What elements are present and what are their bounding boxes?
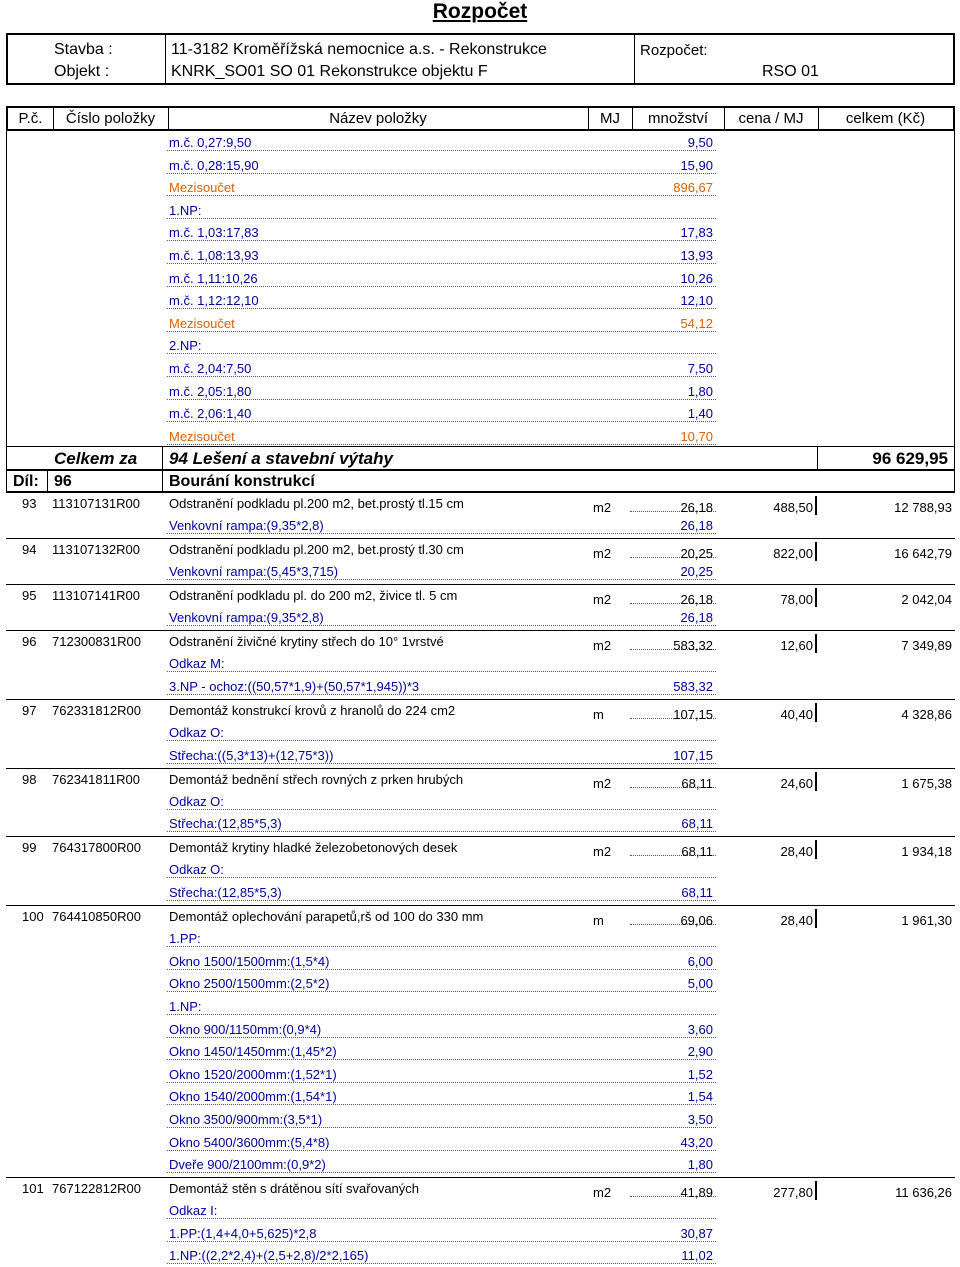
- item-name: Demontáž oplechování parapetů,rš od 100 do 330 mm: [169, 909, 484, 925]
- item-qty: 26,18: [680, 500, 713, 515]
- item-qty: 68,11: [681, 844, 713, 860]
- col-cena: cena / MJ: [738, 110, 804, 127]
- item-row: [0, 539, 960, 561]
- subrow-text: Okno 1500/1500mm:(1,5*4): [169, 953, 330, 969]
- objekt-value: KNRK_SO01 SO 01 Rekonstrukce objektu F: [171, 63, 488, 80]
- item-mj: m2: [593, 638, 612, 654]
- subrow-value: 15,90: [680, 157, 713, 173]
- item-cena: 277,80: [773, 1185, 813, 1201]
- subrow: [0, 973, 960, 995]
- col-mj: MJ: [600, 110, 620, 127]
- col-total: celkem (Kč): [845, 110, 926, 127]
- subrow: [0, 1019, 960, 1041]
- item-pc: 98: [22, 771, 37, 787]
- dotted-leader: [167, 740, 716, 741]
- subrow-text: 1.NP:: [169, 202, 202, 218]
- item-row: [0, 837, 960, 859]
- item-pc: 99: [22, 840, 37, 856]
- subrow: [0, 381, 960, 403]
- dil-label: Díl:: [13, 473, 39, 490]
- item-cena: 28,40: [780, 844, 813, 860]
- item-row: [0, 493, 960, 515]
- subrow-text: Mezisoučet: [169, 315, 235, 331]
- item-pc: 97: [22, 703, 37, 718]
- price-divider: [815, 909, 817, 928]
- item-cena: 822,00: [773, 546, 813, 562]
- subrow-value: 68,11: [681, 816, 713, 832]
- price-divider: [815, 542, 817, 561]
- item-total: 1 934,18: [901, 844, 952, 860]
- item-qty: 41,89: [680, 1185, 713, 1201]
- item-code: 762341811R00: [52, 771, 140, 787]
- subrow-text: Odkaz O:: [169, 725, 224, 740]
- item-total: 11 636,26: [895, 1185, 952, 1201]
- subrow-value: 6,00: [687, 953, 713, 969]
- rozpocet-value: RSO 01: [762, 63, 819, 80]
- summary-total: 96 629,95: [872, 449, 948, 468]
- subrow-text: Okno 3500/900mm:(3,5*1): [169, 1111, 323, 1127]
- stavba-label: Stavba :: [54, 41, 113, 58]
- document-header: [6, 33, 955, 85]
- subrow-text: 1.PP:: [169, 931, 201, 947]
- dotted-leader: [167, 809, 716, 810]
- item-row: [0, 906, 960, 928]
- subrow: [0, 313, 960, 335]
- item-mj: m2: [593, 775, 612, 791]
- item-mj: m2: [593, 500, 612, 515]
- dotted-leader: [167, 671, 716, 672]
- subrow-text: Střecha:(12,85*5,3): [169, 816, 282, 832]
- subrow-value: 3,60: [687, 1021, 713, 1037]
- item-code: 764317800R00: [52, 840, 141, 856]
- subrow: [0, 722, 960, 744]
- subrow-value: 1,52: [687, 1066, 713, 1082]
- subrow: [0, 290, 960, 312]
- item-mj: m2: [593, 1185, 612, 1201]
- subrow: [0, 882, 960, 904]
- item-total: 4 328,86: [901, 707, 952, 722]
- price-divider: [815, 1181, 817, 1200]
- item-cena: 12,60: [780, 638, 813, 654]
- col-name: Název položky: [329, 110, 427, 127]
- column-header-row: [6, 106, 955, 131]
- subrow-text: 2.NP:: [169, 338, 202, 354]
- subrow: [0, 951, 960, 973]
- item-mj: m2: [593, 592, 612, 608]
- price-divider: [815, 634, 817, 653]
- subrow-text: Odkaz O:: [169, 793, 224, 809]
- item-name: Demontáž konstrukcí krovů z hranolů do 224 cm2: [169, 703, 456, 718]
- subrow-text: m.č. 0,27:9,50: [169, 135, 252, 150]
- subrow-text: Okno 1540/2000mm:(1,54*1): [169, 1089, 337, 1105]
- dotted-leader: [167, 353, 716, 354]
- subrow: [0, 561, 960, 583]
- subrow: [0, 1064, 960, 1086]
- subrow: [0, 177, 960, 199]
- item-pc: 95: [22, 588, 37, 604]
- subrow: [0, 859, 960, 881]
- subrow-value: 26,18: [680, 518, 713, 533]
- subrow: [0, 515, 960, 537]
- price-divider: [815, 772, 817, 791]
- subrow: [0, 1223, 960, 1245]
- subrow: [0, 1154, 960, 1176]
- subrow-text: Mezisoučet: [169, 180, 235, 196]
- subrow-text: Okno 5400/3600mm:(5,4*8): [169, 1134, 330, 1150]
- subrow-value: 1,80: [687, 383, 713, 399]
- subrow-text: Střecha:((5,3*13)+(12,75*3)): [169, 747, 334, 763]
- subrow-value: 896,67: [673, 180, 713, 196]
- item-row: [0, 585, 960, 607]
- item-qty: 107,15: [673, 707, 713, 722]
- subrow-text: Okno 2500/1500mm:(2,5*2): [169, 976, 330, 992]
- stavba-value: 11-3182 Kroměřížská nemocnice a.s. - Rekonstrukce: [171, 41, 547, 58]
- item-qty: 69,06: [680, 913, 713, 929]
- subrow: [0, 1086, 960, 1108]
- subrow-text: Venkovní rampa:(5,45*3,715): [169, 564, 339, 580]
- subrow-value: 1,80: [687, 1157, 713, 1173]
- item-total: 16 642,79: [894, 546, 952, 562]
- subrow-text: m.č. 1,11:10,26: [169, 270, 258, 286]
- subrow-text: m.č. 1,12:12,10: [169, 293, 259, 309]
- summary-label: Celkem za: [54, 449, 138, 468]
- item-code: 767122812R00: [52, 1181, 141, 1197]
- item-pc: 100: [22, 909, 44, 925]
- item-pc: 101: [22, 1181, 44, 1197]
- item-name: Odstranění podkladu pl.200 m2, bet.prostý tl.15 cm: [169, 496, 464, 511]
- subrow-value: 3,50: [687, 1111, 713, 1127]
- subrow: [0, 745, 960, 767]
- subrow-value: 2,90: [687, 1044, 713, 1060]
- price-divider: [815, 588, 817, 607]
- subrow: [0, 200, 960, 222]
- subrow-text: Mezisoučet: [169, 428, 235, 444]
- item-qty: 583,32: [673, 638, 713, 654]
- item-total: 2 042,04: [901, 592, 952, 608]
- item-code: 113107131R00: [52, 496, 140, 511]
- dil-number: 96: [54, 473, 72, 490]
- item-pc: 94: [22, 542, 37, 558]
- col-pc: P.č.: [18, 110, 43, 127]
- dotted-leader: [167, 1014, 716, 1015]
- subrow-value: 107,15: [673, 747, 713, 763]
- item-name: Odstranění podkladu pl. do 200 m2, živice tl. 5 cm: [169, 588, 458, 604]
- subrow-text: 1.NP:: [169, 998, 202, 1014]
- item-code: 764410850R00: [52, 909, 141, 925]
- item-name: Odstranění podkladu pl.200 m2, bet.prostý tl.30 cm: [169, 542, 464, 558]
- subrow-value: 7,50: [687, 361, 713, 376]
- item-cena: 78,00: [780, 592, 813, 608]
- item-cena: 40,40: [780, 707, 813, 722]
- subrow-value: 20,25: [680, 564, 713, 580]
- subrow: [0, 426, 960, 448]
- subrow: [0, 1245, 960, 1267]
- subrow-text: Okno 900/1150mm:(0,9*4): [169, 1021, 322, 1037]
- subrow-value: 11,02: [681, 1248, 713, 1264]
- subrow: [0, 335, 960, 357]
- subrow-value: 10,70: [680, 428, 713, 444]
- objekt-label: Objekt :: [54, 63, 110, 80]
- subrow: [0, 1041, 960, 1063]
- subrow-value: 43,20: [680, 1134, 713, 1150]
- subrow: [0, 358, 960, 380]
- item-qty: 26,18: [680, 592, 713, 608]
- subrow-text: Okno 1520/2000mm:(1,52*1): [169, 1066, 337, 1082]
- item-total: 7 349,89: [901, 638, 952, 654]
- subrow-text: 1.PP:(1,4+4,0+5,625)*2,8: [169, 1225, 317, 1241]
- subrow-value: 68,11: [681, 885, 713, 900]
- summary-row: [6, 446, 955, 470]
- subrow-text: m.č. 2,05:1,80: [169, 383, 252, 399]
- subrow-value: 54,12: [680, 315, 713, 331]
- col-code: Číslo položky: [65, 110, 156, 127]
- subrow-value: 13,93: [680, 248, 713, 263]
- price-divider: [815, 703, 817, 722]
- item-row: [0, 700, 960, 722]
- subrow: [0, 1200, 960, 1222]
- subrow: [0, 222, 960, 244]
- subrow: [0, 155, 960, 177]
- col-qty: množství: [647, 110, 708, 127]
- subrow-text: Dveře 900/2100mm:(0,9*2): [169, 1157, 326, 1173]
- subrow-value: 1,54: [687, 1089, 713, 1105]
- item-total: 12 788,93: [894, 500, 952, 515]
- subrow-text: m.č. 2,04:7,50: [169, 361, 252, 376]
- subrow-text: Odkaz I:: [169, 1203, 218, 1219]
- subrow-text: Venkovní rampa:(9,35*2,8): [169, 518, 324, 533]
- subrow: [0, 1132, 960, 1154]
- dotted-leader: [167, 877, 716, 878]
- dil-row: [6, 470, 955, 492]
- item-code: 113107132R00: [52, 542, 140, 558]
- subrow-text: Odkaz M:: [169, 656, 225, 672]
- item-pc: 96: [22, 634, 37, 650]
- header-divider: [634, 35, 635, 83]
- subrow-value: 30,87: [680, 1225, 713, 1241]
- subrow: [0, 607, 960, 629]
- item-total: 1 675,38: [901, 775, 952, 791]
- subrow: [0, 996, 960, 1018]
- subrow-text: m.č. 1,03:17,83: [169, 225, 259, 241]
- item-total: 1 961,30: [901, 913, 952, 929]
- subrow-value: 5,00: [687, 976, 713, 992]
- subrow-value: 583,32: [673, 678, 713, 694]
- subrow: [0, 813, 960, 835]
- price-divider: [815, 496, 817, 515]
- dotted-leader: [167, 331, 716, 332]
- item-name: Demontáž krytiny hladké železobetonových desek: [169, 840, 458, 856]
- subrow-value: 26,18: [680, 610, 713, 626]
- subrow-text: 3.NP - ochoz:((50,57*1,9)+(50,57*1,945))*3: [169, 678, 420, 694]
- item-qty: 68,11: [681, 775, 713, 791]
- item-name: Demontáž stěn s drátěnou sítí svařovaných: [169, 1181, 420, 1197]
- item-cena: 488,50: [773, 500, 813, 515]
- subrow: [0, 403, 960, 425]
- item-qty: 20,25: [680, 546, 713, 562]
- item-cena: 28,40: [780, 913, 813, 929]
- subrow: [0, 1109, 960, 1131]
- item-code: 712300831R00: [52, 634, 141, 650]
- item-code: 113107141R00: [52, 588, 140, 604]
- item-row: [0, 769, 960, 791]
- subrow: [0, 245, 960, 267]
- header-divider: [165, 35, 166, 83]
- item-name: Demontáž bednění střech rovných z prken hrubých: [169, 771, 464, 787]
- subrow-text: Střecha:(12,85*5,3): [169, 885, 282, 900]
- item-pc: 93: [22, 496, 37, 511]
- subrow-text: m.č. 1,08:13,93: [169, 248, 259, 263]
- subrow-value: 10,26: [680, 270, 713, 286]
- subrow: [0, 132, 960, 154]
- page-title: Rozpočet: [432, 0, 528, 23]
- item-code: 762331812R00: [52, 703, 141, 718]
- subrow-text: Odkaz O:: [169, 862, 224, 878]
- dil-name: Bourání konstrukcí: [169, 473, 315, 490]
- item-cena: 24,60: [780, 775, 813, 791]
- dotted-leader: [167, 946, 716, 947]
- subrow: [0, 268, 960, 290]
- dotted-leader: [167, 1218, 716, 1219]
- subrow: [0, 928, 960, 950]
- subrow-value: 17,83: [680, 225, 713, 241]
- subrow: [0, 791, 960, 813]
- subrow-value: 9,50: [687, 135, 713, 150]
- rozpocet-label: Rozpočet:: [640, 42, 708, 59]
- item-row: [0, 631, 960, 653]
- subrow-text: m.č. 2,06:1,40: [169, 406, 252, 422]
- item-name: Odstranění živičné krytiny střech do 10° 1vrstvé: [169, 634, 444, 650]
- dotted-leader: [167, 195, 716, 196]
- dotted-leader: [167, 218, 716, 219]
- subrow-text: Okno 1450/1450mm:(1,45*2): [169, 1044, 337, 1060]
- subrow-value: 12,10: [680, 293, 713, 309]
- item-mj: m2: [593, 844, 612, 860]
- item-mj: m: [593, 913, 604, 929]
- subrow: [0, 676, 960, 698]
- item-mj: m2: [593, 546, 612, 562]
- price-divider: [815, 840, 817, 859]
- item-mj: m: [593, 707, 604, 722]
- subrow-text: Venkovní rampa:(9,35*2,8): [169, 610, 324, 626]
- item-row: [0, 1178, 960, 1200]
- dotted-leader: [167, 444, 716, 445]
- subrow-text: m.č. 0,28:15,90: [169, 157, 259, 173]
- summary-name: 94 Lešení a stavební výtahy: [169, 449, 393, 468]
- subrow-value: 1,40: [687, 406, 713, 422]
- subrow: [0, 653, 960, 675]
- subrow-text: 1.NP:((2,2*2,4)+(2,5+2,8)/2*2,165): [169, 1248, 369, 1264]
